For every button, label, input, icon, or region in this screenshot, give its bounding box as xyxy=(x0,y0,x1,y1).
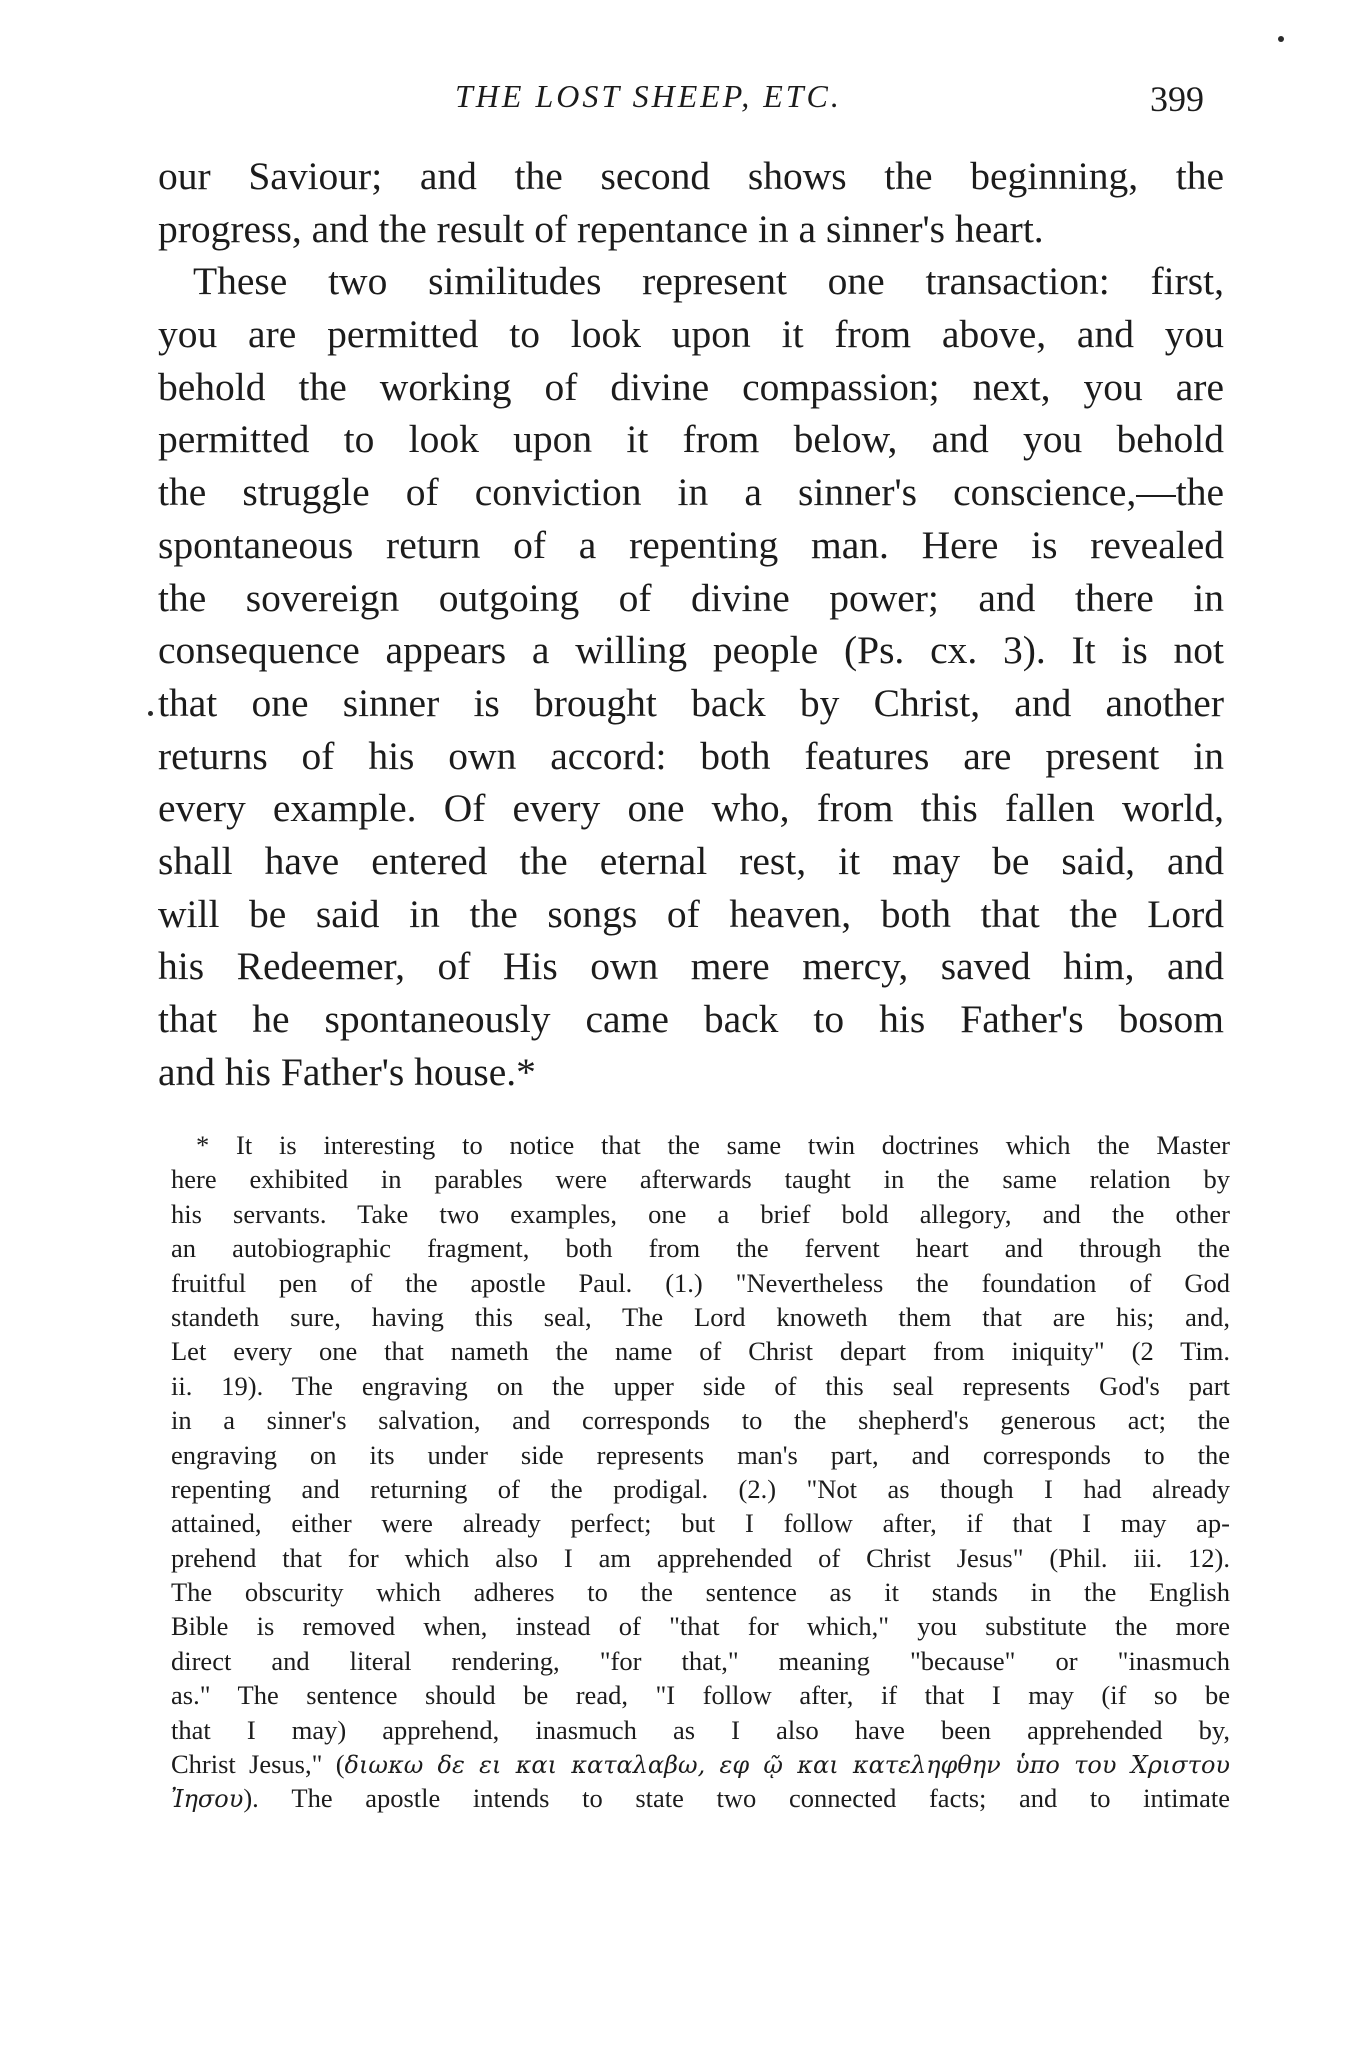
greek-quotation: Ἰησου xyxy=(171,1785,244,1814)
footnote-line: engraving on its under side represents man's part, and corresponds to the xyxy=(171,1439,1230,1470)
footnote-line: standeth sure, having this seal, The Lord knoweth them that are his; and, xyxy=(171,1301,1230,1332)
running-head xyxy=(0,70,1357,130)
body-line: progress, and the result of repentance in a sinner's heart. xyxy=(158,206,1044,251)
footnote-line: here exhibited in parables were afterwards taught in the same relation by xyxy=(171,1164,1230,1195)
body-line: you are permitted to look upon it from above, and you xyxy=(158,312,1224,357)
print-speck xyxy=(148,711,153,716)
body-line: the struggle of conviction in a sinner's conscience,—the xyxy=(158,470,1224,515)
body-line: These two similitudes represent one transaction: first, xyxy=(193,259,1224,304)
body-line: our Saviour; and the second shows the beginning, the xyxy=(158,154,1224,198)
body-line: spontaneous return of a repenting man. Here is revealed xyxy=(158,522,1224,567)
footnote-line: Let every one that nameth the name of Christ depart from iniquity" (2 Tim. xyxy=(171,1336,1230,1367)
footnote-line: as." The sentence should be read, "I follow after, if that I may (if so be xyxy=(171,1680,1230,1711)
footnote-text: ). The apostle intends to state two connected facts; and to intimate xyxy=(243,1783,1230,1814)
footnote-line xyxy=(171,1747,1230,1781)
footnote-line: an autobiographic fragment, both from the fervent heart and through the xyxy=(171,1233,1230,1264)
body-line: consequence appears a willing people (Ps. cx. 3). It is not xyxy=(158,628,1224,673)
body-line: that he spontaneously came back to his Father's bosom xyxy=(158,997,1224,1041)
body-line: permitted to look upon it from below, and you behold xyxy=(158,417,1224,462)
body-text xyxy=(158,150,1224,1098)
print-speck xyxy=(1278,36,1284,42)
footnote-line: * It is interesting to notice that the same twin doctrines which the Master xyxy=(196,1130,1230,1160)
body-line: behold the working of divine compassion; next, you are xyxy=(158,364,1224,409)
page-number: 399 xyxy=(1150,79,1204,119)
body-line: his Redeemer, of His own mere mercy, saved him, and xyxy=(158,944,1224,989)
footnote-line: direct and literal rendering, "for that," meaning "because" or "inasmuch xyxy=(171,1645,1230,1676)
footnote-line xyxy=(171,1781,1230,1815)
body-line: returns of his own accord: both features are present in xyxy=(158,733,1224,778)
body-line: and his Father's house.* xyxy=(158,1049,536,1094)
body-line: shall have entered the eternal rest, it may be said, and xyxy=(158,838,1224,883)
footnote-line: The obscurity which adheres to the sentence as it stands in the English xyxy=(171,1577,1230,1608)
body-line: will be said in the songs of heaven, both that the Lord xyxy=(158,891,1224,936)
body-line: the sovereign outgoing of divine power; and there in xyxy=(158,575,1224,620)
footnote xyxy=(171,1128,1230,1816)
footnote-line: repenting and returning of the prodigal. (2.) "Not as though I had already xyxy=(171,1473,1230,1504)
footnote-line: that I may) apprehend, inasmuch as I also have been apprehended by, xyxy=(171,1714,1230,1745)
footnote-line: prehend that for which also I am apprehended of Christ Jesus" (Phil. iii. 12). xyxy=(171,1542,1230,1573)
footnote-text: Christ Jesus," ( xyxy=(171,1749,345,1780)
running-title: THE LOST SHEEP, ETC. xyxy=(455,78,842,114)
footnote-line: attained, either were already perfect; but I follow after, if that I may ap- xyxy=(171,1508,1230,1539)
body-line: that one sinner is brought back by Christ, and another xyxy=(158,680,1224,725)
footnote-line: in a sinner's salvation, and corresponds to the shepherd's generous act; the xyxy=(171,1405,1230,1436)
footnote-line: ii. 19). The engraving on the upper side of this seal represents God's part xyxy=(171,1370,1230,1401)
greek-quotation: διωκω δε ει και καταλαβω, εφ ῷ και κατεληφθην ὑπο του Χριστου xyxy=(344,1751,1230,1780)
footnote-line: fruitful pen of the apostle Paul. (1.) "Nevertheless the foundation of God xyxy=(171,1267,1230,1298)
body-line: every example. Of every one who, from this fallen world, xyxy=(158,786,1224,831)
footnote-line: his servants. Take two examples, one a brief bold allegory, and the other xyxy=(171,1198,1230,1229)
footnote-line: Bible is removed when, instead of "that for which," you substitute the more xyxy=(171,1611,1230,1642)
